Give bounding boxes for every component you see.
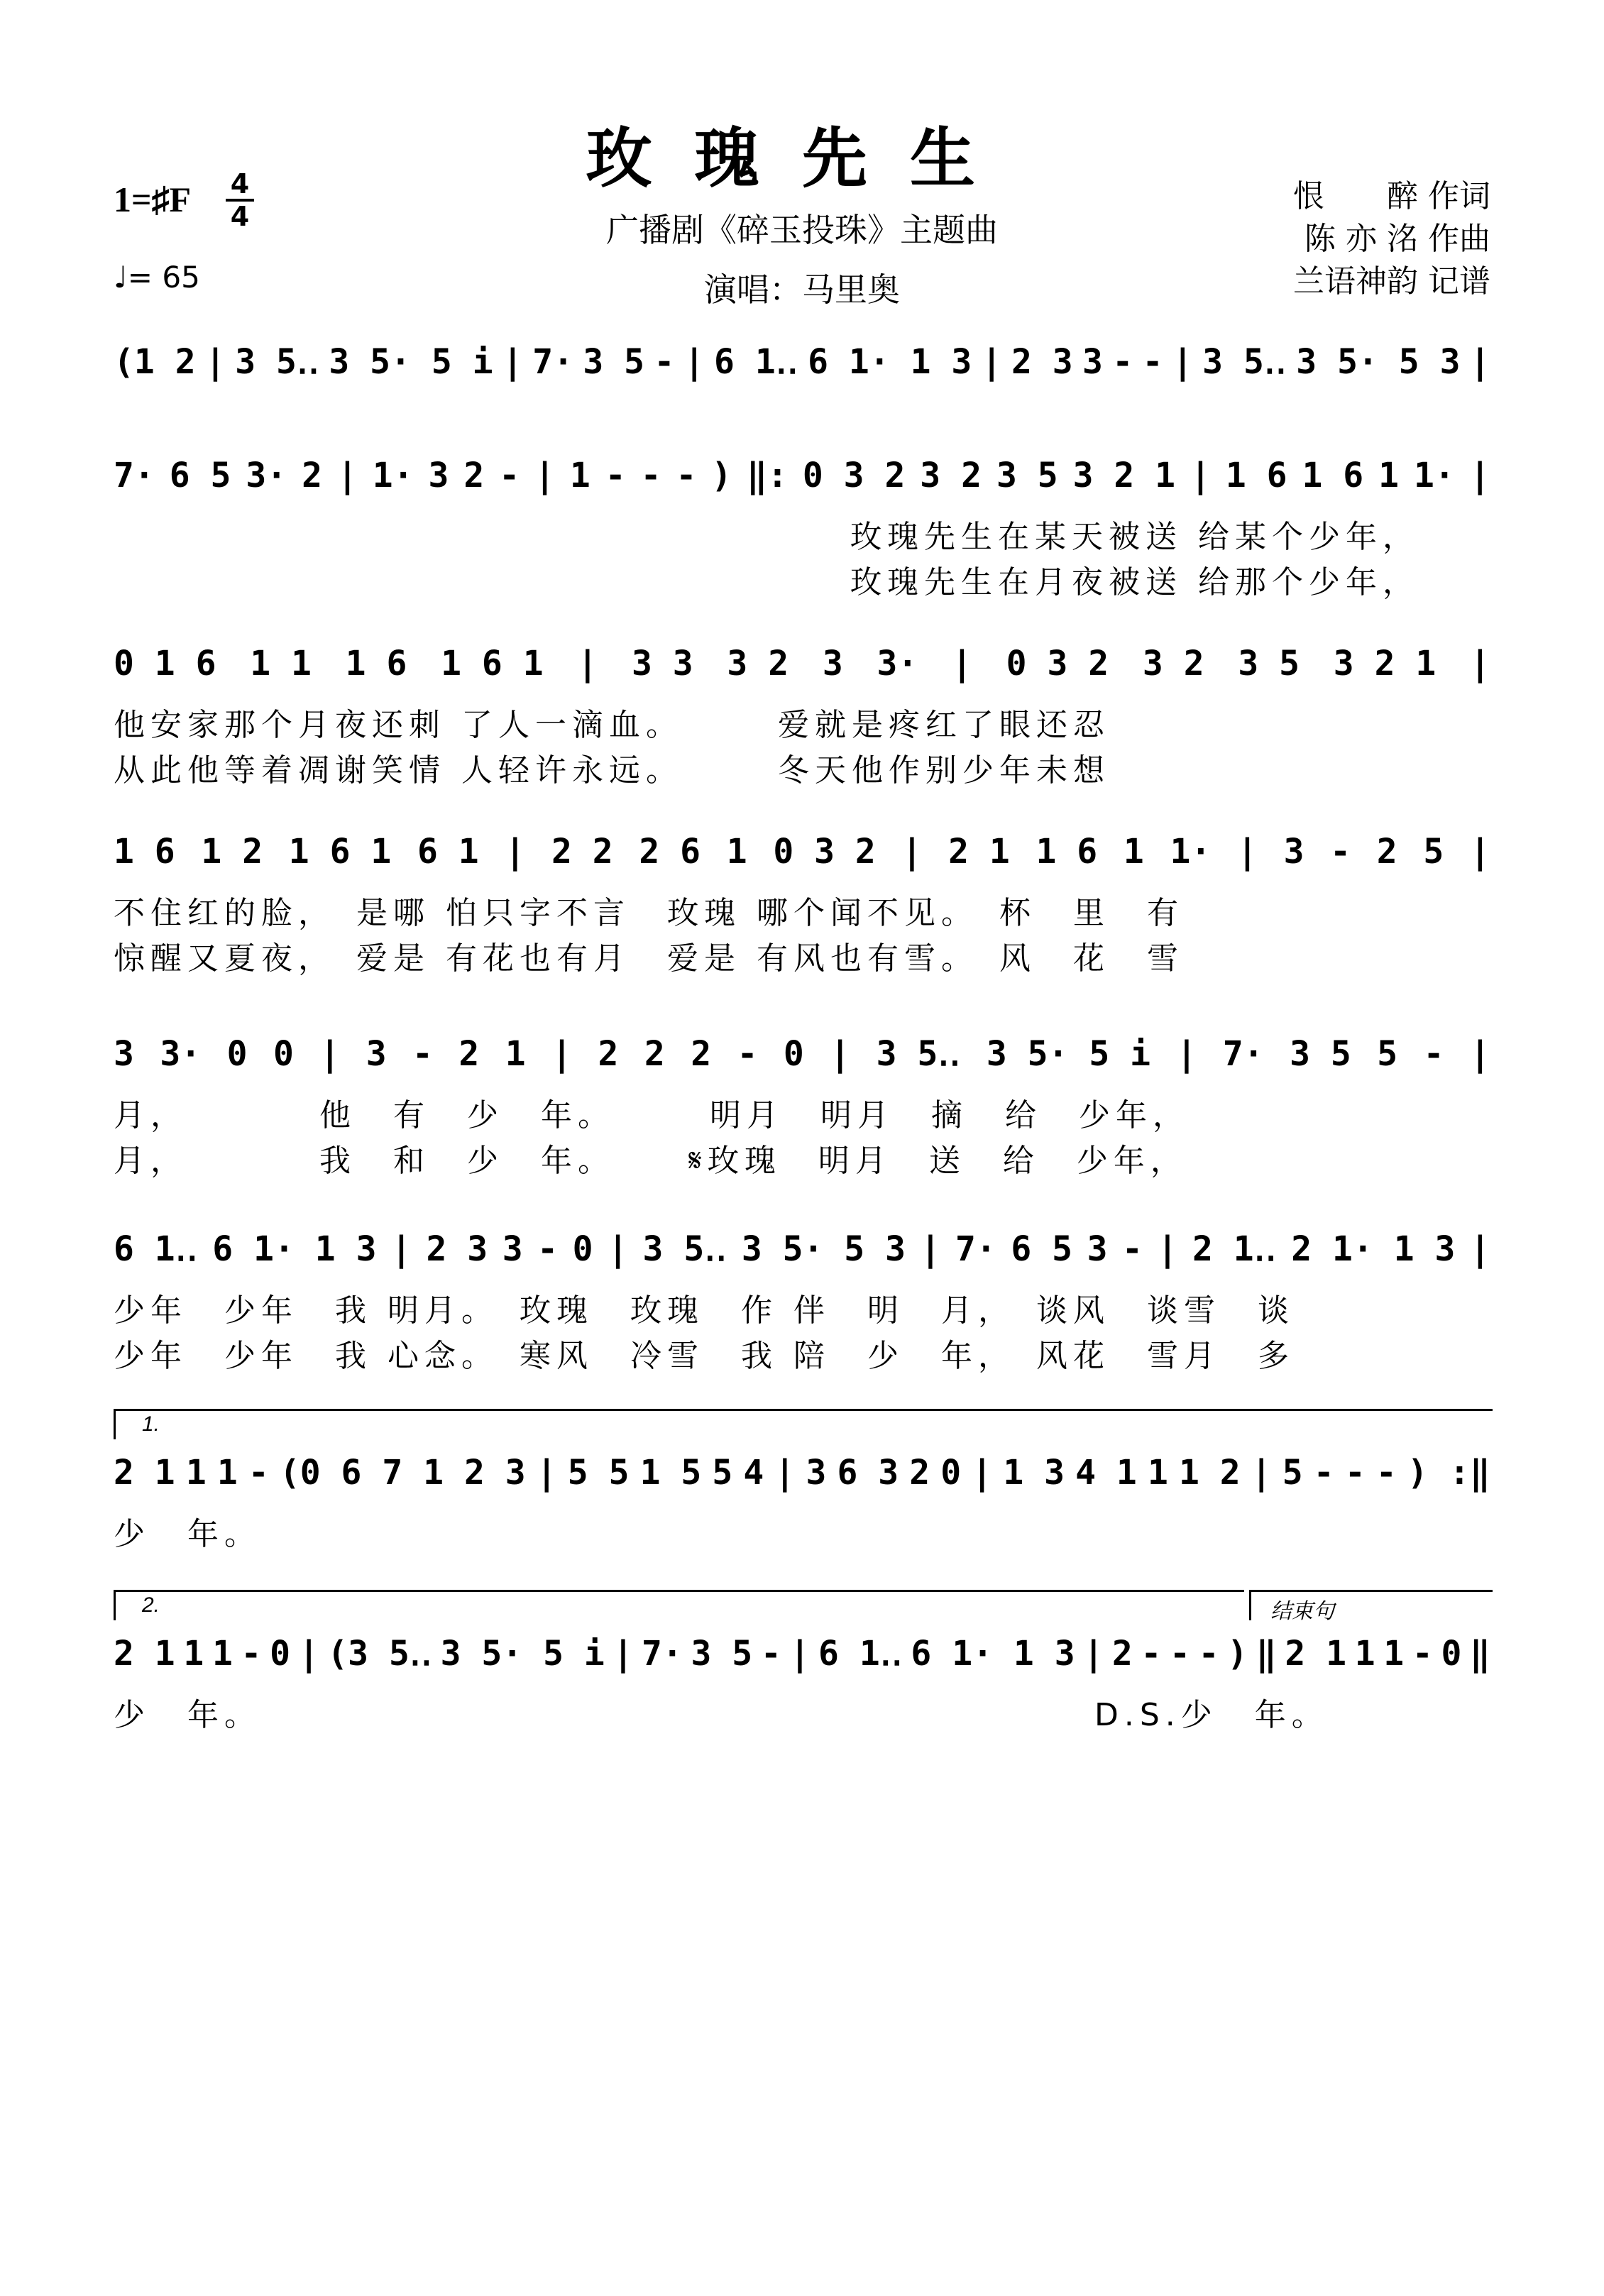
note-group: (1 2: [114, 342, 196, 382]
note-group: 5: [1423, 832, 1444, 872]
note-group: 3·: [160, 1034, 202, 1074]
note-group: 6 5: [1011, 1229, 1073, 1269]
lyric-line: 少 年。: [114, 1516, 261, 1552]
note-group: -: [241, 1634, 262, 1674]
note-group: -: [1375, 1453, 1397, 1493]
note-group: 3 5· 5 3: [741, 1229, 906, 1269]
note-line: [114, 1444, 1490, 1501]
tempo-marking: ♩= 65: [114, 260, 200, 295]
volta-bracket-2: [114, 1590, 1244, 1620]
note-group: 6 1‥: [818, 1634, 903, 1674]
note-group: 2 1: [114, 1453, 175, 1493]
barline: |: [204, 342, 226, 382]
barline: |: [391, 1229, 412, 1269]
note-group: 5: [1282, 1453, 1303, 1493]
barline: |: [319, 1034, 341, 1074]
note-group: 2: [644, 1034, 665, 1074]
note-group: 3 5‥: [235, 342, 319, 382]
note-group: 6 1· 1 3: [212, 1229, 377, 1269]
note-group: 1 5: [639, 1453, 702, 1493]
note-group: 4: [743, 1453, 764, 1493]
note-group: 1 6: [1302, 456, 1364, 495]
note-group: 1: [1123, 832, 1144, 872]
note-group: 3: [428, 456, 449, 495]
note-group: 6 1· 1 3: [911, 1634, 1075, 1674]
note-group: 6 1‥: [114, 1229, 198, 1269]
note-group: 1 6: [1225, 456, 1287, 495]
barline: |: [1469, 342, 1490, 382]
note-group: 3 2: [1142, 644, 1204, 683]
note-group: -: [1122, 1229, 1143, 1269]
note-group: 3: [806, 1453, 827, 1493]
note-group: 3 5‥: [642, 1229, 727, 1269]
barline: |: [1469, 1229, 1490, 1269]
barline: |: [534, 456, 555, 495]
barline: |: [536, 1453, 557, 1493]
note-group: 6 1: [417, 832, 479, 872]
note-group: 6 1· 1 3: [808, 342, 972, 382]
volta-bracket-1: [114, 1409, 1493, 1439]
note-group: 3 5‥: [1202, 342, 1287, 382]
note-group: 1 6: [114, 832, 175, 872]
note-group: 2: [302, 456, 323, 495]
note-group: -: [737, 1034, 758, 1074]
note-group: 7·: [532, 342, 573, 382]
barline: |: [502, 342, 523, 382]
barline: |: [901, 832, 923, 872]
note-group: 1·: [1170, 832, 1212, 872]
note-group: -: [537, 1229, 559, 1269]
note-group: 3·: [246, 456, 287, 495]
lyric-line: 少年 少年 我 心念。 寒风 冷雪 我 陪 少 年， 风花 雪月 多: [114, 1338, 1295, 1374]
note-group: 2 1: [114, 1634, 175, 1674]
note-group: 1 6: [345, 644, 407, 683]
note-group: 2: [458, 1034, 480, 1074]
note-group: -: [1344, 1453, 1366, 1493]
note-group: 3·: [877, 644, 918, 683]
lyric-line: 少 年。 D.S.少 年。: [114, 1697, 1329, 1733]
note-group: -: [412, 1034, 433, 1074]
note-group: -: [1198, 1634, 1219, 1674]
note-group: -: [1170, 1634, 1190, 1674]
note-group: 3: [1283, 832, 1304, 872]
note-group: 0 3 2: [773, 832, 876, 872]
note-line: [114, 823, 1490, 880]
note-group: -: [1313, 1453, 1334, 1493]
barline: |: [608, 1229, 628, 1269]
note-group: ): [1227, 1634, 1248, 1674]
lyricist-credit: 恨 醉 作词: [1293, 178, 1490, 214]
note-group: 1 6 1: [441, 644, 544, 683]
note-line: [114, 1221, 1490, 1278]
note-group: 2: [691, 1034, 712, 1074]
barline: |: [577, 644, 598, 683]
barline: ‖: [1256, 1634, 1277, 1674]
note-group: 5 5: [567, 1453, 630, 1493]
note-group: 3 2: [727, 644, 789, 683]
note-group: 3 5· 5 i: [329, 342, 493, 382]
note-group: -: [499, 456, 520, 495]
note-group: 2 1‥: [1192, 1229, 1277, 1269]
note-group: 2: [909, 1453, 930, 1493]
barline: |: [1172, 342, 1193, 382]
barline: |: [774, 1453, 796, 1493]
lyric-line: 月， 我 和 少 年。 𝄋玫瑰 明月 送 给 少年，: [114, 1143, 1187, 1179]
note-group: 1 2: [1178, 1453, 1241, 1493]
note-group: 2 3: [426, 1229, 488, 1269]
note-line: [114, 447, 1490, 504]
note-group: 3 5· 5 i: [986, 1034, 1151, 1074]
barline: |: [683, 342, 705, 382]
barline: |: [1469, 832, 1490, 872]
lyric-line: 他安家那个月夜还刺 了人一滴血。 爱就是疼红了眼还忍: [114, 707, 1110, 743]
note-group: 3 5: [583, 342, 645, 382]
note-group: 0: [226, 1034, 248, 1074]
note-group: 2 1: [1285, 1634, 1347, 1674]
note-group: -: [1423, 1034, 1444, 1074]
barline: |: [336, 456, 358, 495]
note-group: 3: [822, 644, 843, 683]
note-group: -: [1330, 832, 1351, 872]
note-group: 2 6: [639, 832, 701, 872]
barline: |: [1236, 832, 1258, 872]
lyric-line: 不住红的脸， 是哪 怕只字不言 玫瑰 哪个闻不见。 杯 里 有: [114, 895, 1184, 931]
note-group: 1: [183, 1634, 204, 1674]
note-group: 3 5: [691, 1634, 753, 1674]
note-group: 3 2 1: [1072, 456, 1176, 495]
note-group: -: [760, 1634, 781, 1674]
note-line: [114, 334, 1490, 390]
note-group: 3 5· 5 i: [440, 1634, 605, 1674]
note-group: 1: [1383, 1634, 1405, 1674]
note-group: 3 5: [1238, 644, 1300, 683]
note-group: 3: [114, 1034, 134, 1074]
note-line: [114, 1625, 1490, 1682]
note-group: 1: [212, 1634, 233, 1674]
barline: ‖: [1470, 1634, 1490, 1674]
barline: |: [972, 1453, 993, 1493]
note-group: -: [640, 456, 661, 495]
barline: |: [952, 644, 972, 683]
note-group: 1 1: [250, 644, 312, 683]
note-group: 2: [463, 456, 485, 495]
note-group: -: [248, 1453, 269, 1493]
barline: |: [1469, 456, 1490, 495]
note-group: 5: [1377, 1034, 1398, 1074]
note-group: 6 1‥: [714, 342, 798, 382]
note-group: ): [711, 456, 732, 495]
note-group: 3: [1087, 1229, 1108, 1269]
note-group: 0 3 2: [802, 456, 906, 495]
barline: :‖: [1449, 1453, 1490, 1493]
note-group: ): [1407, 1453, 1428, 1493]
note-group: 2: [1376, 832, 1397, 872]
song-title: 玫瑰先生: [586, 120, 1018, 197]
note-group: 4 1: [1075, 1453, 1137, 1493]
note-group: 1 2: [201, 832, 263, 872]
note-group: 1: [505, 1034, 526, 1074]
barline: |: [830, 1034, 851, 1074]
barline: |: [1251, 1453, 1272, 1493]
note-group: 0 3 2: [1006, 644, 1109, 683]
note-group: 0 1 6: [114, 644, 216, 683]
lyric-line: 少年 少年 我 明月。 玫瑰 玫瑰 作 伴 明 月， 谈风 谈雪 谈: [114, 1292, 1295, 1329]
barline: |: [1083, 1634, 1104, 1674]
note-group: 2 2: [551, 832, 613, 872]
note-group: 0: [273, 1034, 294, 1074]
composer-credit: 陈 亦 洺 作曲: [1304, 221, 1490, 257]
note-group: 1: [569, 456, 590, 495]
note-group: 1: [216, 1453, 238, 1493]
note-group: 3: [1082, 342, 1103, 382]
note-group: 1: [726, 832, 747, 872]
note-group: 0: [1441, 1634, 1462, 1674]
barline: |: [1157, 1229, 1178, 1269]
note-group: (0 6 7 1 2 3: [279, 1453, 526, 1493]
barline: |: [551, 1034, 573, 1074]
note-group: 3: [502, 1229, 523, 1269]
note-group: 7·: [1222, 1034, 1264, 1074]
time-signature-top: 4: [230, 168, 250, 199]
note-group: -: [1142, 342, 1163, 382]
note-group: (3 5‥: [327, 1634, 432, 1674]
lyric-line: 月， 他 有 少 年。 明月 明月 摘 给 少年，: [114, 1097, 1190, 1133]
lyric-line: 惊醒又夏夜， 爱是 有花也有月 爱是 有风也有雪。 风 花 雪: [114, 940, 1184, 977]
note-group: 0: [783, 1034, 804, 1074]
singer-credit: 演唱：马里奥: [704, 270, 900, 309]
note-group: -: [1412, 1634, 1433, 1674]
note-group: -: [654, 342, 675, 382]
note-group: 0: [940, 1453, 962, 1493]
note-group: 3 5: [1290, 1034, 1351, 1074]
volta-label-ending: 结束句: [1270, 1600, 1334, 1623]
note-group: 3: [366, 1034, 387, 1074]
note-group: 3 3: [631, 644, 693, 683]
song-subtitle: 广播剧《碎玉投珠》主题曲: [606, 211, 998, 249]
barline: |: [981, 342, 1002, 382]
note-group: 2: [598, 1034, 619, 1074]
volta-label-1: 1.: [142, 1412, 160, 1436]
time-signature-bottom: 4: [230, 201, 250, 232]
lyric-line: 玫瑰先生在月夜被送 给那个少年，: [850, 564, 1419, 600]
note-group: 1 6 1: [288, 832, 392, 872]
note-group: 1: [1354, 1634, 1375, 1674]
barline: |: [1190, 456, 1211, 495]
note-group: -: [1112, 342, 1133, 382]
note-group: 1: [1147, 1453, 1168, 1493]
notation-credit: 兰语神韵 记谱: [1293, 263, 1490, 300]
note-group: -: [676, 456, 697, 495]
barline: |: [613, 1634, 634, 1674]
note-group: 1 6: [1036, 832, 1098, 872]
note-group: 6 5: [169, 456, 231, 495]
note-group: 7·: [955, 1229, 996, 1269]
note-line: [114, 1026, 1490, 1082]
note-group: 2: [1111, 1634, 1133, 1674]
note-group: 7·: [642, 1634, 683, 1674]
note-group: 3 5: [996, 456, 1058, 495]
lyric-line: 玫瑰先生在某天被送 给某个少年，: [850, 519, 1419, 555]
note-group: 1 3: [1003, 1453, 1065, 1493]
barline: |: [789, 1634, 811, 1674]
key-signature: 1=♯F: [114, 180, 192, 219]
volta-label-2: 2.: [142, 1593, 160, 1617]
note-group: 0: [572, 1229, 593, 1269]
note-group: 1·: [372, 456, 414, 495]
note-group: 1: [1378, 456, 1400, 495]
note-group: 3 2 1: [1333, 644, 1437, 683]
note-group: 5: [712, 1453, 733, 1493]
note-group: 3 2: [920, 456, 982, 495]
barline: |: [1176, 1034, 1197, 1074]
note-group: 1·: [1413, 456, 1455, 495]
barline: |: [1469, 1034, 1490, 1074]
note-group: -: [605, 456, 626, 495]
note-group: 6 3: [837, 1453, 899, 1493]
note-group: 3 5· 5 3: [1296, 342, 1461, 382]
note-group: 2 1: [948, 832, 1010, 872]
time-signature: [226, 170, 254, 230]
barline: |: [1470, 644, 1490, 683]
barline: |: [505, 832, 526, 872]
note-line: [114, 635, 1490, 692]
barline: |: [298, 1634, 319, 1674]
note-group: 2 3: [1011, 342, 1073, 382]
note-group: -: [1141, 1634, 1162, 1674]
barline: ‖:: [747, 456, 788, 495]
note-group: 2 1· 1 3: [1291, 1229, 1456, 1269]
note-group: 1: [185, 1453, 207, 1493]
barline: |: [920, 1229, 941, 1269]
lyric-line: 从此他等着凋谢笑情 人轻许永远。 冬天他作别少年未想: [114, 752, 1110, 789]
note-group: 3 5‥: [876, 1034, 961, 1074]
note-group: 0: [270, 1634, 291, 1674]
note-group: 7·: [114, 456, 155, 495]
